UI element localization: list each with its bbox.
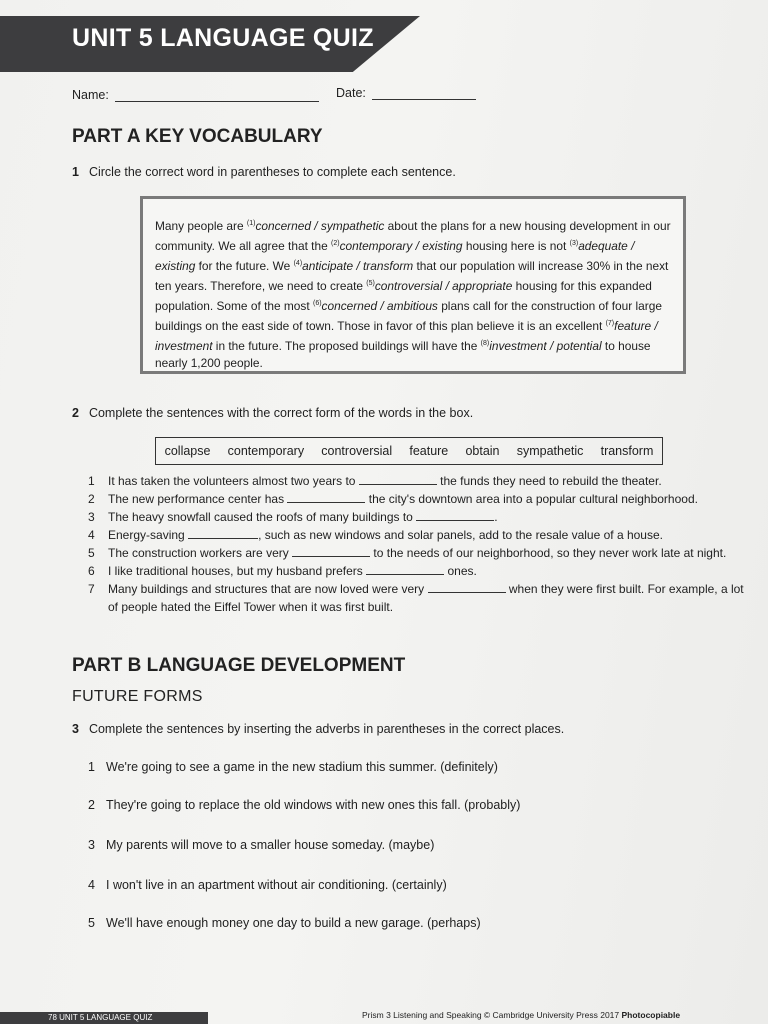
sentence-number: 2	[88, 492, 95, 506]
adverb-item-number: 3	[88, 838, 95, 852]
adverb-item-number: 2	[88, 798, 95, 812]
word-box-item: feature	[409, 444, 449, 458]
answer-blank[interactable]	[366, 565, 444, 575]
name-field[interactable]	[72, 88, 319, 102]
answer-blank[interactable]	[428, 583, 506, 593]
date-line[interactable]	[372, 87, 476, 100]
choice-4[interactable]: anticipate / transform	[302, 259, 414, 273]
sentence-completion-list	[88, 472, 748, 616]
name-label: Name:	[72, 88, 109, 102]
sentence-item: 6 I like traditional houses, but my husband prefers ones.	[88, 564, 477, 578]
choice-5[interactable]: controversial / appropriate	[374, 279, 513, 293]
q2-instruction	[72, 406, 473, 420]
adverb-item	[88, 760, 498, 774]
vocabulary-passage-box	[140, 196, 686, 374]
adverb-item-text: My parents will move to a smaller house someday. (maybe)	[106, 838, 435, 852]
adverb-item-text: We're going to see a game in the new stadium this summer. (definitely)	[106, 760, 498, 774]
adverb-item-number: 1	[88, 760, 95, 774]
adverb-item-text: We'll have enough money one day to build a new garage. (perhaps)	[106, 916, 481, 930]
choice-3[interactable]: adequate / existing	[155, 239, 635, 273]
adverb-item-text: I won't live in an apartment without air conditioning. (certainly)	[106, 878, 447, 892]
part-a-title: PART A KEY VOCABULARY	[72, 126, 323, 147]
q2-text: Complete the sentences with the correct form of the words in the box.	[88, 406, 474, 420]
sentence-item: 2 The new performance center has the city's downtown area into a popular cultural neighborhood.	[88, 492, 698, 506]
word-box-item: contemporary	[227, 444, 305, 458]
adverb-item	[88, 838, 434, 852]
sentence-item: 3 The heavy snowfall caused the roofs of many buildings to .	[88, 510, 498, 524]
word-box-item: transform	[600, 444, 654, 458]
q1-text: Circle the correct word in parentheses to complete each sentence.	[88, 165, 456, 179]
sentence-item: 7 Many buildings and structures that are now loved were very when they were first built. For example, a lot of people hated the Eiffel Tower when it was first built.	[88, 582, 744, 614]
choice-7[interactable]: feature / investment	[155, 319, 658, 353]
choice-1[interactable]: concerned / sympathetic	[255, 219, 385, 233]
q1-number: 1	[72, 165, 79, 179]
choice-2[interactable]: contemporary / existing	[339, 239, 463, 253]
q1-instruction	[72, 165, 456, 179]
sentence-number: 7	[88, 582, 95, 596]
adverb-item-number: 4	[88, 878, 95, 892]
word-box-item: collapse	[164, 444, 211, 458]
word-box-item: obtain	[465, 444, 500, 458]
adverb-item	[88, 916, 481, 930]
q3-text: Complete the sentences by inserting the adverbs in parentheses in the correct places.	[88, 722, 565, 736]
future-forms-subtitle: FUTURE FORMS	[72, 688, 203, 705]
name-line[interactable]	[115, 89, 319, 102]
sentence-number: 1	[88, 474, 95, 488]
answer-blank[interactable]	[287, 493, 365, 503]
passage-text: Many people are $^{(1)}$concerned / sympathetic about the plans for a new housing development in our community. We all agree that the $^{(2)}$contemporary / existing housing here is not $^{(3)}$adequate / existing for the future. We $^{(4)}$anticipate / transform that our population will increase 30% in the next ten years. Therefore, we need to create $^{(5)}$controversial / appropriate housing for this expanded population. Some of the most $^{(6)}$concerned / ambitious plans call for the construction of four large buildings on the east side of town. Those in favor of this plan believe it is an excellent $^{(7)}$feature / investment in the future. The proposed buildings will have the $^{(8)}$investment / potential to house nearly 1,200 people.	[155, 219, 671, 370]
footer-copyright: Prism 3 Listening and Speaking © Cambridge University Press 2017 Photocopiable	[362, 1010, 681, 1020]
sentence-item: 4 Energy-saving , such as new windows and solar panels, add to the resale value of a house.	[88, 528, 663, 542]
footer-page-tab	[0, 1012, 208, 1024]
choice-6[interactable]: concerned / ambitious	[321, 299, 438, 313]
sentence-number: 6	[88, 564, 95, 578]
word-box-item: controversial	[321, 444, 393, 458]
word-box-item: sympathetic	[516, 444, 584, 458]
word-box	[155, 437, 663, 465]
sentence-item: 1 It has taken the volunteers almost two years to the funds they need to rebuild the theater.	[88, 474, 662, 488]
page-title: UNIT 5 LANGUAGE QUIZ	[72, 24, 374, 52]
q2-number: 2	[72, 406, 79, 420]
answer-blank[interactable]	[359, 475, 437, 485]
sentence-number: 4	[88, 528, 95, 542]
sentence-item: 5 The construction workers are very to the needs of our neighborhood, so they never work late at night.	[88, 546, 727, 560]
q3-instruction	[72, 722, 564, 736]
answer-blank[interactable]	[188, 529, 258, 539]
adverb-item-number: 5	[88, 916, 95, 930]
date-field[interactable]	[336, 86, 476, 100]
photocopiable-label: Photocopiable	[621, 1010, 681, 1020]
sentence-number: 5	[88, 546, 95, 560]
adverb-item	[88, 798, 520, 812]
answer-blank[interactable]	[292, 547, 370, 557]
answer-blank[interactable]	[416, 511, 494, 521]
part-b-title: PART B LANGUAGE DEVELOPMENT	[72, 655, 406, 676]
sentence-number: 3	[88, 510, 95, 524]
date-label: Date:	[336, 86, 366, 100]
q3-number: 3	[72, 722, 79, 736]
footer-page-label: 78 UNIT 5 LANGUAGE QUIZ	[48, 1013, 153, 1022]
adverb-item	[88, 878, 447, 892]
choice-8[interactable]: investment / potential	[489, 339, 602, 353]
adverb-item-text: They're going to replace the old windows with new ones this fall. (probably)	[106, 798, 521, 812]
